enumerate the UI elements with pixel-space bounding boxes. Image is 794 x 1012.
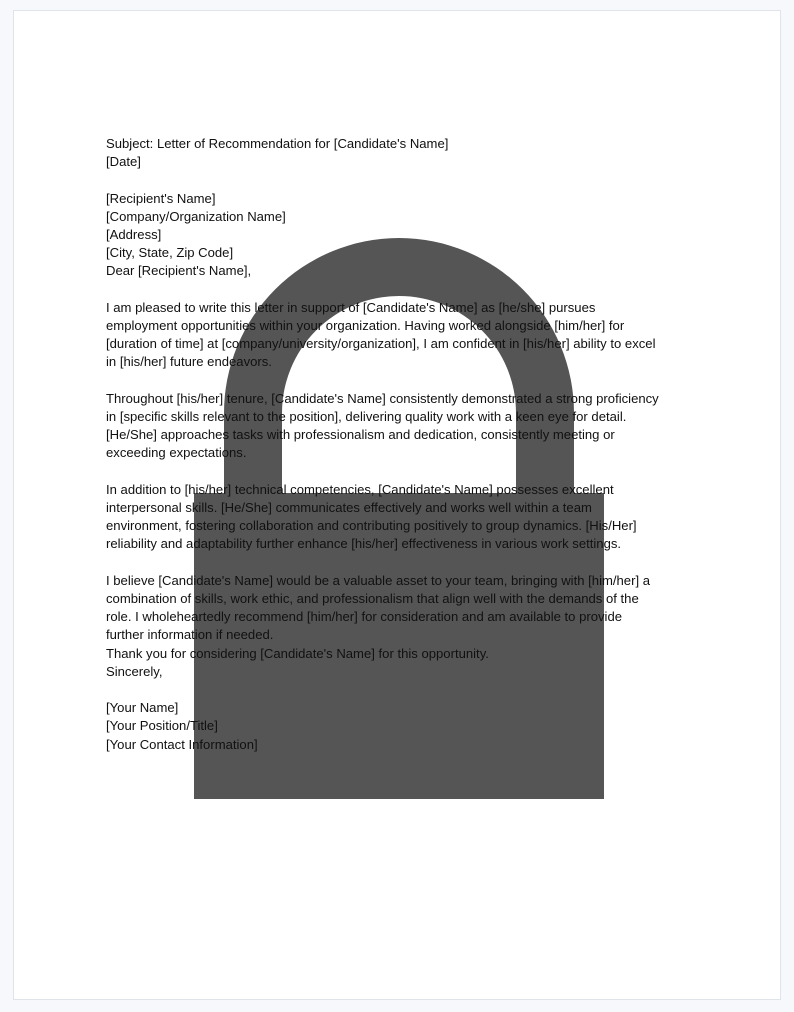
letter-subject: Subject: Letter of Recommendation for [Candidate's Name] xyxy=(106,136,449,151)
paragraph-line: in [specific skills relevant to the position], delivering quality work with a keen eye for detail. xyxy=(106,409,627,424)
paragraph-line: in [his/her] future endeavors. xyxy=(106,354,272,370)
paragraph-line: I am pleased to write this letter in support of [Candidate's Name] as [he/she] pursues xyxy=(106,299,596,315)
paragraph-line: environment, fostering collaboration and contributing positively to group dynamics. [His/Her] xyxy=(106,518,637,534)
recipient-address: [Address] xyxy=(106,227,162,242)
paragraph-line: interpersonal skills. [He/She] communicates effectively and works well within a team xyxy=(106,500,592,515)
letter-date: [Date] xyxy=(106,154,141,170)
signature-position: [Your Position/Title] xyxy=(106,718,218,734)
paragraph-line: reliability and adaptability further enhance [his/her] effectiveness in various work settings. xyxy=(106,536,622,552)
paragraph-1 xyxy=(106,299,706,372)
paragraph-line: employment opportunities within your organization. Having worked alongside [him/her] for xyxy=(106,318,625,333)
letter-thanks: Thank you for considering [Candidate's Name] for this opportunity. xyxy=(106,645,489,661)
paragraph-3 xyxy=(106,481,706,554)
paragraph-line: In addition to [his/her] technical competencies, [Candidate's Name] possesses excellent xyxy=(106,481,614,497)
paragraph-line: combination of skills, work ethic, and professionalism that align well with the demands of the xyxy=(106,591,639,606)
recipient-name: [Recipient's Name] xyxy=(106,190,216,206)
letter-closing: Sincerely, xyxy=(106,663,163,679)
paragraph-line: [duration of time] at [company/university/organization], I am confident in [his/her] ability to excel xyxy=(106,336,656,352)
letter-salutation: Dear [Recipient's Name], xyxy=(106,263,252,279)
paragraph-line: [He/She] approaches tasks with professionalism and dedication, consistently meeting or xyxy=(106,427,615,443)
document-page xyxy=(13,10,781,1000)
signature-block xyxy=(106,699,706,754)
paragraph-line: Throughout [his/her] tenure, [Candidate's Name] consistently demonstrated a strong proficiency xyxy=(106,390,659,406)
letter-body xyxy=(106,135,706,754)
paragraph-4 xyxy=(106,572,706,645)
recipient-city: [City, State, Zip Code] xyxy=(106,245,234,261)
paragraph-line: I believe [Candidate's Name] would be a valuable asset to your team, bringing with [him/her] a xyxy=(106,572,651,588)
signature-name: [Your Name] xyxy=(106,700,179,716)
paragraph-line: exceeding expectations. xyxy=(106,445,247,461)
signature-contact: [Your Contact Information] xyxy=(106,736,258,752)
paragraph-2 xyxy=(106,390,706,463)
recipient-company: [Company/Organization Name] xyxy=(106,208,286,224)
recipient-block xyxy=(106,190,706,263)
paragraph-line: further information if needed. xyxy=(106,627,274,643)
paragraph-line: role. I wholeheartedly recommend [him/her] for consideration and am available to provide xyxy=(106,609,623,625)
